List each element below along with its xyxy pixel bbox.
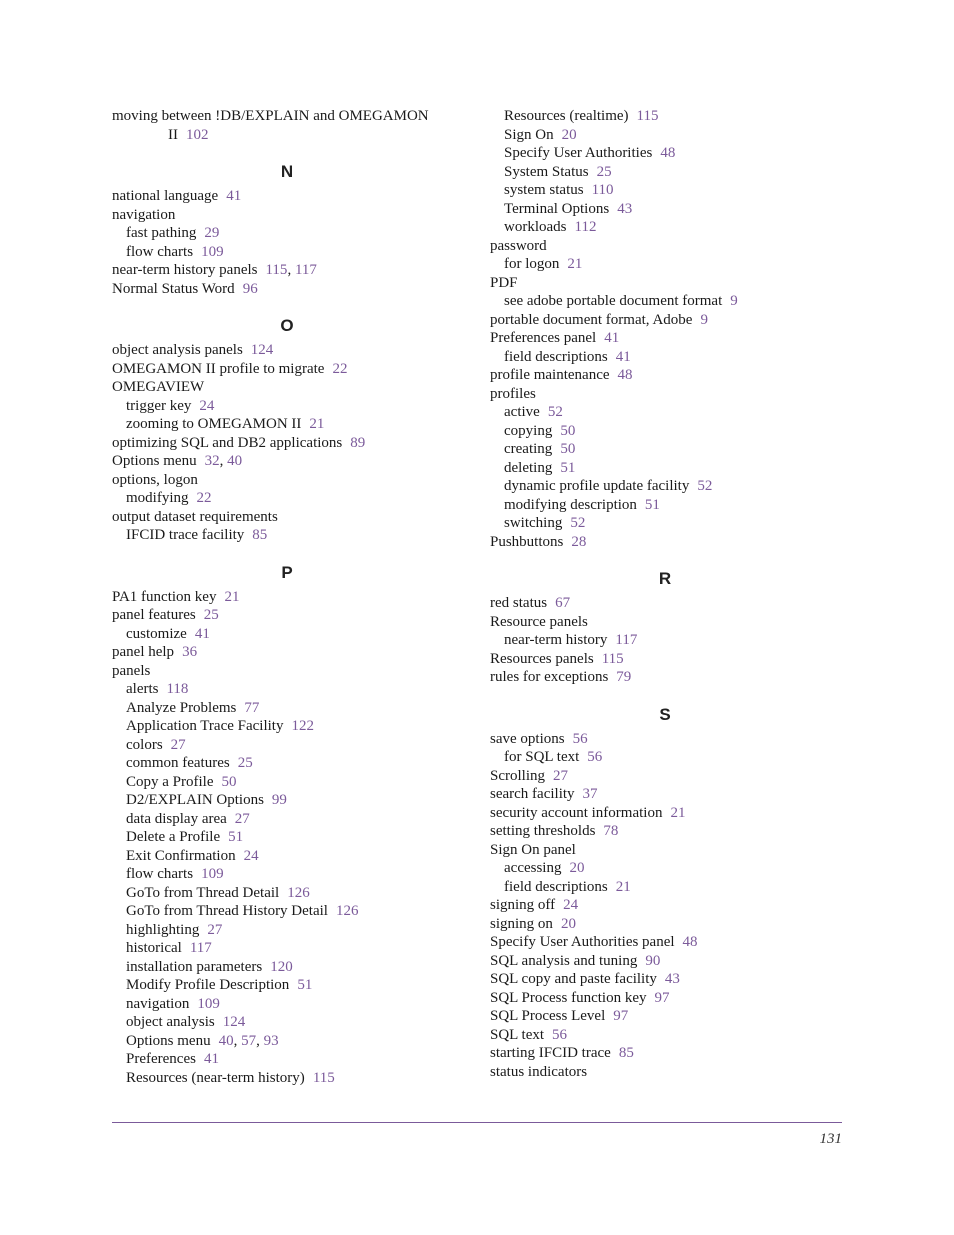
index-term: Specify User Authorities panel [490,934,675,950]
index-entry [490,915,850,934]
index-term: modifying description [504,496,637,513]
index-term: II [168,126,178,143]
index-term: Application Trace Facility [126,718,284,734]
index-term: save options [490,730,565,747]
index-entry [490,594,850,613]
index-entry [112,434,472,453]
index-term: portable document format, Adobe [490,311,693,328]
page-reference-link[interactable]: 32 [204,453,220,469]
page-reference-link[interactable]: 48 [660,145,676,161]
index-term: for SQL text [504,749,580,765]
page-reference-link[interactable]: 41 [604,330,620,346]
page-reference-link[interactable]: 41 [615,348,631,365]
index-term: PDF [490,274,518,291]
index-subentry [490,748,850,767]
index-entry [490,1026,850,1045]
index-term: trigger key [126,397,192,414]
index-term: security account information [490,804,663,821]
index-term: object analysis panels [112,342,243,358]
index-subentry [490,477,850,496]
index-term: GoTo from Thread History Detail [126,903,328,919]
page-reference-link[interactable]: 25 [596,163,612,180]
index-term: SQL copy and paste facility [490,971,657,987]
page-reference-link[interactable]: 51 [560,459,576,476]
page-reference-link[interactable]: 117 [615,632,638,648]
page-reference-link[interactable]: 20 [561,126,577,143]
index-term: Pushbuttons [490,533,564,550]
index-subentry [490,440,850,459]
page-reference-link[interactable]: 25 [237,755,253,771]
index-column-left [112,107,472,1087]
index-entry [490,896,850,915]
index-subentry [490,459,850,478]
index-term: Specify User Authorities [504,145,653,161]
index-term: field descriptions [504,878,608,895]
index-entry [112,360,472,379]
index-subentry [112,847,472,866]
index-entry [490,668,850,687]
page-reference-link[interactable]: 56 [572,730,588,747]
page-reference-link[interactable]: 48 [682,934,698,950]
index-subentry [490,631,850,650]
index-entry [490,767,850,786]
index-term: creating [504,441,553,457]
index-term: panel features [112,607,196,623]
index-column-right [490,107,850,1081]
index-subentry [112,680,472,699]
page-reference-link[interactable]: 56 [552,1026,568,1043]
index-term: near-term history [504,632,608,648]
index-term: fast pathing [126,225,197,241]
page-reference-link[interactable]: 96 [242,280,258,297]
page-reference-link[interactable]: 51 [644,496,660,513]
index-subentry [490,403,850,422]
index-term: IFCID trace facility [126,527,245,543]
page-reference-link[interactable]: 85 [252,527,268,543]
index-subentry [112,243,472,262]
index-subentry [490,126,850,145]
index-subentry [490,859,850,878]
index-subentry [490,878,850,897]
page-reference-link[interactable]: 50 [560,422,576,439]
index-subentry [490,422,850,441]
page-reference-link[interactable]: 115 [312,1069,335,1086]
page-reference-link[interactable]: 9 [730,293,738,309]
index-entry [490,952,850,971]
index-term: workloads [504,219,567,235]
index-term: output dataset requirements [112,508,278,525]
page-reference-link[interactable]: 122 [291,718,314,734]
index-term: optimizing SQL and DB2 applications [112,434,343,451]
page-reference-link[interactable]: 109 [201,243,224,260]
index-term: Sign On panel [490,841,576,858]
page-reference-link[interactable]: 115 [601,650,624,667]
page-reference-link[interactable]: 51 [297,977,313,993]
index-subentry [112,1069,472,1088]
page-reference-link[interactable]: 93 [263,1032,279,1049]
index-letter-heading: P [281,562,293,582]
page-reference-link[interactable]: 117 [189,940,212,956]
index-letter-heading: S [659,704,671,724]
page-reference-link[interactable]: 27 [170,736,186,753]
index-entry [490,533,850,552]
index-subentry [490,218,850,237]
index-term: password [490,237,547,254]
index-term: OMEGAMON II profile to migrate [112,360,325,377]
index-entry [490,804,850,823]
index-term: rules for exceptions [490,669,609,685]
page-reference-link[interactable]: 21 [615,878,631,895]
index-subentry [112,397,472,416]
index-subentry [490,496,850,515]
index-letter-heading: O [280,316,294,335]
index-entry [490,385,850,404]
index-term: Preferences panel [490,330,597,346]
index-term: see adobe portable document format [504,293,723,309]
page-reference-link[interactable]: 48 [617,367,633,383]
index-term: navigation [112,206,176,223]
index-term: field descriptions [504,348,608,365]
index-term: Normal Status Word [112,280,235,297]
page-reference-link[interactable]: 21 [224,588,240,605]
index-subentry [490,255,850,274]
page-reference-link[interactable]: 52 [697,478,713,494]
page-reference-link[interactable]: 27 [234,810,250,827]
page-reference-link[interactable]: 90 [645,952,661,969]
page-reference-link[interactable]: 9 [700,311,708,328]
index-term: national language [112,188,219,204]
page-reference-link[interactable]: 102 [186,126,209,143]
page-reference-link[interactable]: 21 [670,804,686,821]
page-reference-link[interactable]: 89 [350,434,366,451]
index-entry [490,613,850,632]
index-term: navigation [126,995,190,1012]
index-entry [490,822,850,841]
index-term: alerts [126,681,159,697]
index-subentry [112,865,472,884]
index-entry [112,643,472,662]
index-term: historical [126,940,182,956]
index-term: signing on [490,915,553,932]
index-subentry [112,773,472,792]
index-term: Scrolling [490,767,545,784]
page-reference-link[interactable]: 21 [309,416,325,432]
index-term: data display area [126,810,227,827]
index-term: signing off [490,897,556,913]
page-reference-link[interactable]: 97 [613,1008,629,1024]
page-reference-link[interactable]: 20 [560,915,576,932]
page-reference-link[interactable]: 77 [244,699,260,716]
page-reference-link[interactable]: 20 [569,860,585,876]
index-term: Resources (realtime) [504,108,629,124]
index-subentry [112,754,472,773]
page-reference-link[interactable]: 27 [553,767,568,784]
page-reference-link[interactable]: 85 [618,1045,634,1061]
index-entry [490,933,850,952]
page-reference-link[interactable]: 25 [203,607,219,623]
page-reference-link[interactable]: 41 [203,1051,219,1067]
page-reference-link[interactable]: 124 [250,342,274,358]
page-reference-link[interactable]: 124 [222,1014,246,1030]
index-term: Preferences [126,1051,196,1067]
index-term: common features [126,755,230,771]
index-term: SQL analysis and tuning [490,952,638,969]
index-term: deleting [504,459,553,476]
page-reference-link[interactable]: 79 [616,669,632,685]
index-subentry [112,958,472,977]
index-term: switching [504,515,563,531]
index-term: System Status [504,163,589,180]
index-subentry [490,144,850,163]
page-reference-link[interactable]: 37 [582,786,598,802]
index-term: status indicators [490,1063,588,1080]
page-reference-link[interactable]: 24 [563,897,579,913]
index-entry [112,508,472,527]
index-subentry [112,717,472,736]
page-reference-link[interactable]: 50 [560,441,576,457]
index-term: profiles [490,385,536,402]
index-subentry [490,163,850,182]
index-term: highlighting [126,921,200,938]
page-reference-link[interactable]: 22 [196,490,212,506]
index-entry [490,1063,850,1082]
page-reference-link[interactable]: 40 [218,1032,234,1049]
page-reference-link[interactable]: 24 [243,847,259,864]
page-reference-link[interactable]: 126 [287,884,310,901]
page-reference-link[interactable]: 50 [221,773,237,790]
index-subentry [112,415,472,434]
index-term: PA1 function key [112,588,217,605]
index-term: SQL Process function key [490,989,647,1006]
index-subentry [112,625,472,644]
index-entry [112,378,472,397]
index-term: moving between !DB/EXPLAIN and OMEGAMON [112,108,429,124]
page-reference-link[interactable]: 40 [227,453,243,469]
index-entry [112,588,472,607]
index-subentry [112,995,472,1014]
index-letter-heading: R [658,569,672,588]
page-reference-link[interactable]: 41 [194,625,210,642]
index-subentry [490,181,850,200]
index-subentry [112,1050,472,1069]
index-term: system status [504,182,584,198]
page-reference-link[interactable]: 99 [271,792,287,808]
page-reference-link[interactable]: 57 [241,1032,257,1049]
index-entry [490,1044,850,1063]
index-term: Resource panels [490,613,588,630]
index-entry [490,785,850,804]
index-entry [490,311,850,330]
page-reference-link[interactable]: 22 [332,360,348,377]
page-reference-link[interactable]: 78 [603,823,619,839]
index-term: Sign On [504,126,554,143]
index-term: Options menu [112,453,197,469]
index-term: starting IFCID trace [490,1045,611,1061]
page-reference-link[interactable]: 29 [204,225,220,241]
index-term: Modify Profile Description [126,977,290,993]
index-term: profile maintenance [490,367,610,383]
index-subentry [112,224,472,243]
page-reference-link[interactable]: 126 [335,903,359,919]
index-entry [112,280,472,299]
index-entry [490,274,850,293]
index-subentry [490,107,850,126]
index-subentry [112,699,472,718]
index-term: setting thresholds [490,823,596,839]
index-entry [490,841,850,860]
index-term: for logon [504,256,560,272]
index-term: accessing [504,860,562,876]
index-entry [490,650,850,669]
page-reference-link[interactable]: 36 [182,644,198,660]
index-term: colors [126,736,163,753]
index-entry [112,107,472,126]
page-reference-link[interactable]: 117 [294,262,317,278]
page-reference-link[interactable]: 51 [228,829,244,845]
page-reference-link[interactable]: 52 [547,404,563,420]
index-term: dynamic profile update facility [504,478,690,494]
page-reference-link[interactable]: 109 [201,866,224,882]
index-term: object analysis [126,1014,215,1030]
page-reference-link[interactable]: 97 [654,989,670,1006]
index-term: OMEGAVIEW [112,379,205,395]
index-subentry [112,939,472,958]
page-reference-link[interactable]: 43 [664,971,680,987]
index-entry [490,329,850,348]
index-term: customize [126,625,187,642]
index-subentry [112,828,472,847]
index-entry: near-term history panels 115, 117 [112,262,317,278]
index-subentry [112,884,472,903]
index-subentry: Options menu 40, 57, 93 [126,1032,279,1049]
page-reference-link[interactable]: 67 [555,595,571,611]
index-term: near-term history panels [112,262,258,278]
index-subentry [112,921,472,940]
index-entry [112,341,472,360]
index-entry [112,187,472,206]
index-subentry [112,1013,472,1032]
index-term: Delete a Profile [126,829,221,845]
page-reference-link[interactable]: 109 [197,995,220,1012]
index-entry [490,237,850,256]
index-entry [112,471,472,490]
index-term: red status [490,595,548,611]
index-term: modifying [126,490,189,506]
page-reference-link[interactable]: 24 [199,397,215,414]
page-reference-link[interactable]: 120 [270,958,293,975]
index-term: Copy a Profile [126,773,214,790]
index-term: Options menu [126,1032,211,1049]
page-reference-link[interactable]: 115 [265,262,288,278]
index-entry [112,206,472,225]
page-reference-link[interactable]: 56 [587,749,603,765]
index-term: Analyze Problems [126,699,237,716]
index-term: zooming to OMEGAMON II [126,416,302,432]
index-term: Exit Confirmation [126,847,236,864]
index-subentry [112,791,472,810]
index-entry [112,606,472,625]
page-reference-link[interactable]: 115 [636,108,659,124]
index-subentry [112,902,472,921]
index-entry [112,662,472,681]
index-term: Resources panels [490,650,594,667]
index-term: flow charts [126,243,194,260]
index-term: D2/EXPLAIN Options [126,792,264,808]
index-subentry [112,526,472,545]
index-entry [490,970,850,989]
index-term: active [504,404,540,420]
index-entry [112,126,472,145]
index-subentry [112,489,472,508]
index-letter-heading: N [280,162,294,181]
index-term: copying [504,422,553,439]
page-reference-link[interactable]: 118 [166,681,189,697]
index-subentry [490,348,850,367]
index-entry [490,366,850,385]
index-term: installation parameters [126,958,263,975]
index-term: options, logon [112,471,198,488]
index-term: SQL text [490,1026,545,1043]
index-subentry [112,810,472,829]
page-reference-link[interactable]: 110 [591,182,614,198]
index-entry: Options menu 32, 40 [112,453,243,469]
index-term: flow charts [126,866,194,882]
page-reference-link[interactable]: 21 [567,256,583,272]
index-term: Resources (near-term history) [126,1069,305,1086]
page-reference-link[interactable]: 112 [574,219,597,235]
index-term: panels [112,662,151,679]
page-reference-link[interactable]: 41 [226,188,242,204]
page-reference-link[interactable]: 27 [207,921,223,938]
page-reference-link[interactable]: 28 [571,533,587,550]
page-reference-link[interactable]: 52 [570,515,586,531]
index-subentry [490,514,850,533]
footer-rule [112,1122,842,1123]
index-entry [490,989,850,1008]
index-term: SQL Process Level [490,1008,606,1024]
index-subentry [490,292,850,311]
page-reference-link[interactable]: 43 [617,200,633,217]
index-entry [490,730,850,749]
index-entry [490,1007,850,1026]
index-subentry [112,736,472,755]
index-term: panel help [112,644,175,660]
index-subentry [490,200,850,219]
index-term: GoTo from Thread Detail [126,884,280,901]
index-term: Terminal Options [504,200,610,217]
index-subentry [112,976,472,995]
index-term: search facility [490,786,575,802]
page-number: 131 [819,1131,842,1147]
